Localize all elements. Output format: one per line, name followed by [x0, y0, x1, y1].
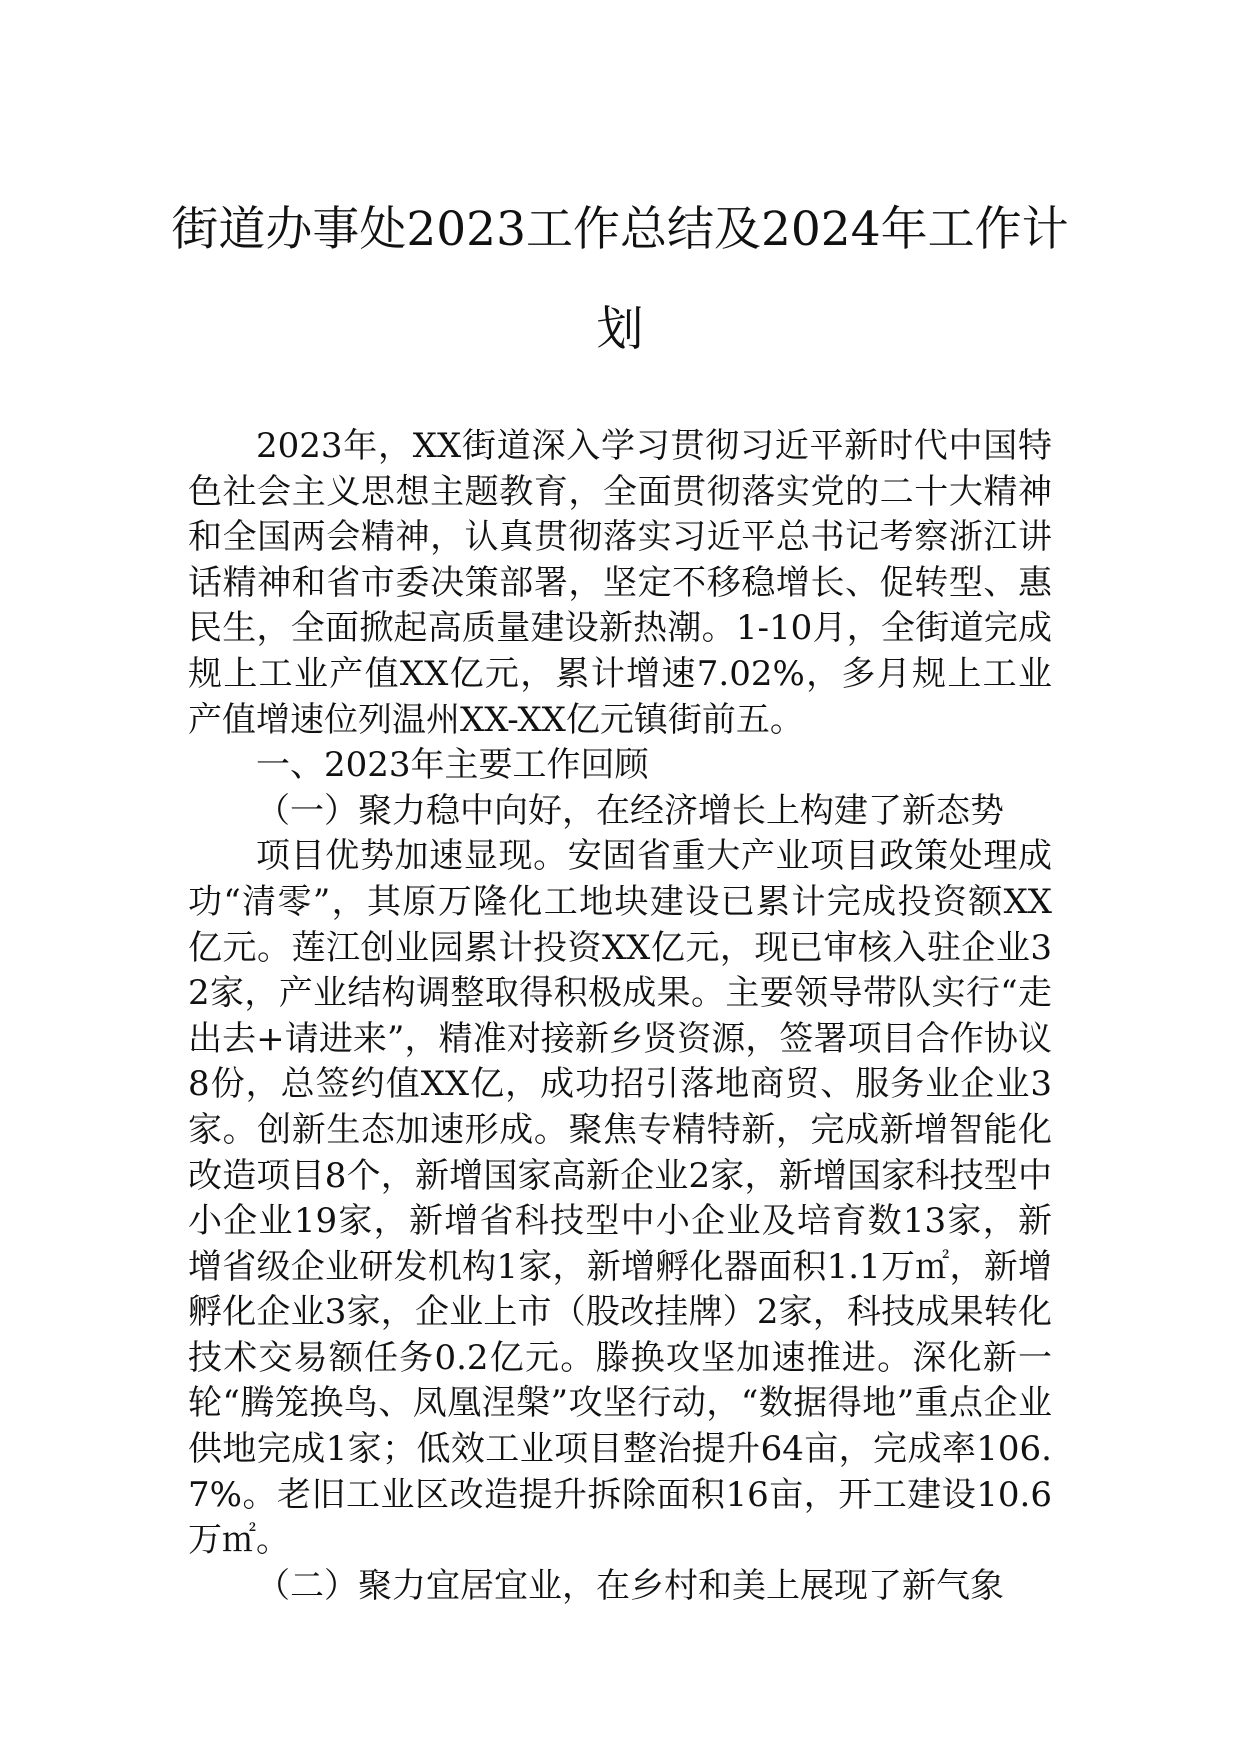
section-heading-1: 一、2023年主要工作回顾	[256, 745, 649, 786]
subsection-heading-2: （二）聚力宜居宜业，在乡村和美上展现了新气象	[256, 1565, 1004, 1606]
body-paragraph-projects: 项目优势加速显现。安固省重大产业项目政策处理成功“清零”，其原万隆化工地块建设已累计完成投资额XX亿元。莲江创业园累计投资XX亿元，现已审核入驻企业32家，产业结构调整取得积极成果。主要领导带队实行“走出去+请进来”，精准对接新乡贤资源，签署项目合作协议8份，总签约值XX亿，成功招引落地商贸、服务业企业3家。创新生态加速形成。聚焦专精特新，完成新增智能化改造项目8个，新增国家高新企业2家，新增国家科技型中小企业19家，新增省科技型中小企业及培育数13家，新增省级企业研发机构1家，新增孵化器面积1.1万㎡，新增孵化企业3家，企业上市（股改挂牌）2家，科技成果转化技术交易额任务0.2亿元。滕换攻坚加速推进。深化新一轮“腾笼换鸟、凤凰涅槃”攻坚行动，“数据得地”重点企业供地完成1家；低效工业项目整治提升64亩，完成率106.7%。老旧工业区改造提升拆除面积16亩，开工建设10.6万㎡。	[188, 836, 1052, 1561]
document-body	[188, 424, 1052, 1609]
intro-paragraph: 2023年，XX街道深入学习贯彻习近平新时代中国特色社会主义思想主题教育，全面贯彻落实党的二十大精神和全国两会精神，认真贯彻落实习近平总书记考察浙江讲话精神和省市委决策部署，坚定不移稳增长、促转型、惠民生，全面掀起高质量建设新热潮。1-10月，全街道完成规上工业产值XX亿元，累计增速7.02%，多月规上工业产值增速位列温州XX-XX亿元镇街前五。	[188, 426, 1052, 740]
document-title: 街道办事处2023工作总结及2024年工作计划	[171, 202, 1069, 357]
subsection-heading-1: （一）聚力稳中向好，在经济增长上构建了新态势	[256, 790, 1004, 831]
